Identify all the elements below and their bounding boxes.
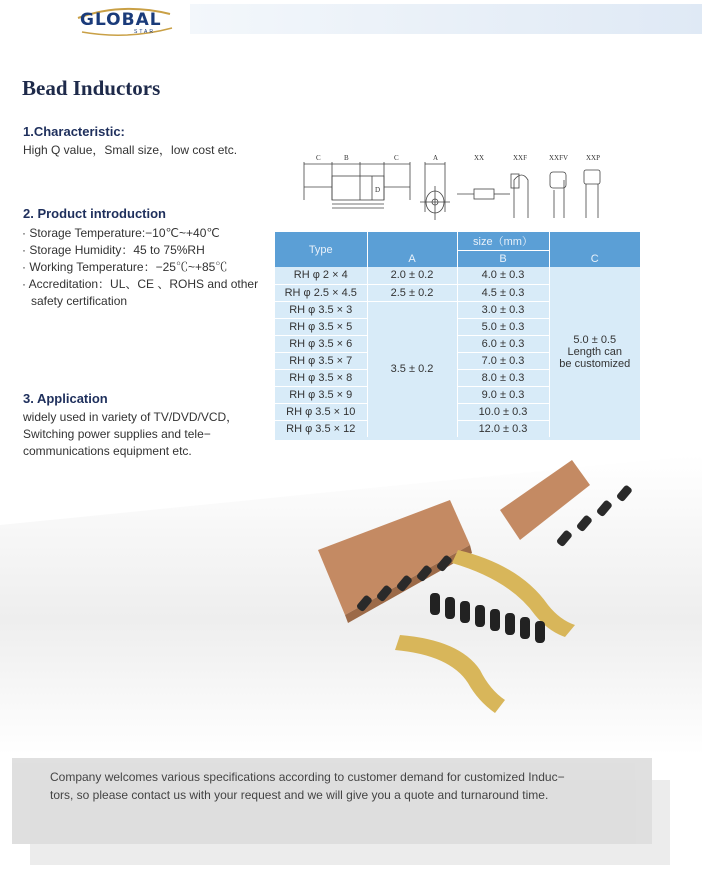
table-row: RH φ 2 × 4 2.0 ± 0.2 4.0 ± 0.3 5.0 ± 0.5 Length can be customized <box>275 267 640 284</box>
list-item: · Working Temperature：−25℃~+85℃ <box>22 260 228 274</box>
product-intro-heading: 2. Product introduction <box>23 206 166 221</box>
c-cell: 5.0 ± 0.5 Length can be customized <box>549 267 640 437</box>
spec-table <box>275 232 640 440</box>
list-item: · Accreditation：UL、CE 、ROHS and other safety certification <box>22 277 259 308</box>
lead-label-xxfv: XXFV <box>549 154 569 162</box>
list-item: · Storage Humidity：45 to 75%RH <box>22 243 205 257</box>
dim-label-d: D <box>375 186 381 194</box>
application-line: Switching power supplies and tele− <box>23 427 211 441</box>
application-line: widely used in variety of TV/DVD/VCD， <box>23 410 239 424</box>
table-row: RH φ 3.5 × 12 12.0 ± 0.3 <box>275 420 640 437</box>
application-heading: 3. Application <box>23 391 108 406</box>
dim-label-a: A <box>433 154 439 162</box>
characteristic-heading: 1.Characteristic: <box>23 124 125 139</box>
table-row: RH φ 3.5 × 7 7.0 ± 0.3 <box>275 352 640 369</box>
application-text <box>23 409 238 460</box>
table-row: RH φ 3.5 × 9 9.0 ± 0.3 <box>275 386 640 403</box>
table-header-row <box>275 232 640 250</box>
header-c: C <box>549 250 640 267</box>
header-size: size（mm） <box>457 232 549 250</box>
dim-label-b: B <box>344 154 349 162</box>
table-row: RH φ 2.5 × 4.5 2.5 ± 0.2 4.5 ± 0.3 <box>275 284 640 301</box>
notice-line: Company welcomes various specifications according to customer demand for customized Induc− <box>50 770 565 784</box>
table-row: RH φ 3.5 × 6 6.0 ± 0.3 <box>275 335 640 352</box>
header-banner <box>190 4 702 34</box>
notice-line: tors, so please contact us with your request and we will give you a quote and turnaround time. <box>50 788 549 802</box>
lead-label-xxp: XXP <box>586 154 601 162</box>
company-logo <box>72 4 182 38</box>
notice-box <box>12 758 652 844</box>
a-shared-cell: 3.5 ± 0.2 <box>367 301 457 437</box>
table-row: RH φ 3.5 × 3 3.5 ± 0.2 3.0 ± 0.3 <box>275 301 640 318</box>
application-line: communications equipment etc. <box>23 444 192 458</box>
page-title: Bead Inductors <box>22 76 161 100</box>
header-b: B <box>457 250 549 267</box>
logo-subtitle: STAR <box>134 29 155 35</box>
table-row: RH φ 3.5 × 8 8.0 ± 0.3 <box>275 369 640 386</box>
dimension-diagram <box>302 150 622 228</box>
notice-text <box>50 768 650 804</box>
header-a: A <box>367 250 457 267</box>
table-row: RH φ 3.5 × 5 5.0 ± 0.3 <box>275 318 640 335</box>
header-type: Type <box>275 232 367 267</box>
list-item: · Storage Temperature:−10℃~+40℃ <box>22 226 220 240</box>
dim-label-c-right: C <box>394 154 399 162</box>
table-row: RH φ 3.5 × 10 10.0 ± 0.3 <box>275 403 640 420</box>
dim-label-c-left: C <box>316 154 321 162</box>
lead-label-xx: XX <box>474 154 485 162</box>
logo-wordmark: GLOBAL <box>80 10 162 30</box>
characteristic-text: High Q value，Small size，low cost etc. <box>23 143 238 157</box>
product-intro-list <box>22 225 272 310</box>
lead-label-xxf: XXF <box>513 154 528 162</box>
